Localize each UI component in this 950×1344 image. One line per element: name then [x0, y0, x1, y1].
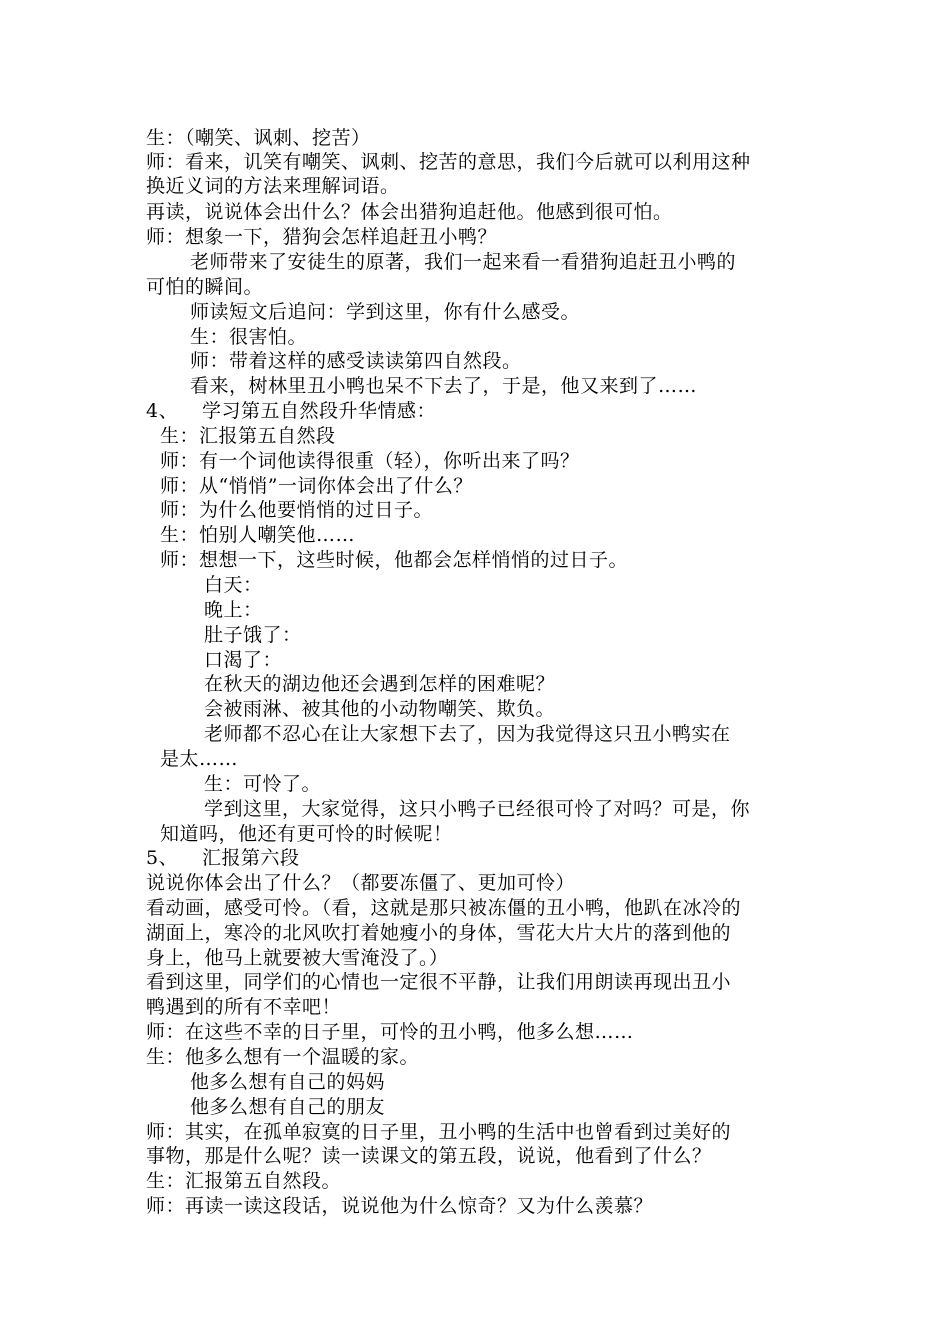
- text-line: 看动画，感受可怜。（看，这就是那只被冻僵的丑小鸭，他趴在冰冷的: [146, 897, 742, 919]
- text-line: 口渴了：: [204, 649, 283, 671]
- list-number: 4、: [146, 400, 179, 422]
- text-line: 可怕的瞬间。: [146, 276, 264, 298]
- text-line: 师：再读一读这段话，说说他为什么惊奇？又为什么羡慕？: [146, 1195, 654, 1217]
- section-heading: 学习第五自然段升华情感：: [202, 400, 437, 422]
- text-line: 老师都不忍心在让大家想下去了，因为我觉得这只丑小鸭实在: [204, 723, 731, 745]
- list-number: 5、: [146, 847, 179, 869]
- text-line: 师：有一个词他读得很重（轻），你听出来了吗？: [160, 450, 580, 472]
- text-line: 白天：: [204, 574, 263, 596]
- text-line: 师：在这些不幸的日子里，可怜的丑小鸭，他多么想……: [146, 1021, 634, 1043]
- text-line: 生：怕别人嘲笑他……: [160, 524, 356, 546]
- text-line: 生：汇报第五自然段: [160, 425, 336, 447]
- text-line: 看到这里，同学们的心情也一定很不平静，让我们用朗读再现出丑小: [146, 971, 732, 993]
- text-line: 学到这里，大家觉得，这只小鸭子已经很可怜了对吗？可是，你: [204, 798, 751, 820]
- text-line: 师：带着这样的感受读读第四自然段。: [190, 350, 522, 372]
- text-line: 生：（嘲笑、讽刺、挖苦）: [146, 127, 371, 149]
- text-line: 师：其实，在孤单寂寞的日子里，丑小鸭的生活中也曾看到过美好的: [146, 1121, 732, 1143]
- text-line: 鸭遇到的所有不幸吧！: [146, 996, 342, 1018]
- text-line: 在秋天的湖边他还会遇到怎样的困难呢？: [204, 673, 556, 695]
- text-line: 他多么想有自己的妈妈: [190, 1071, 386, 1093]
- text-line: 看来，树林里丑小鸭也呆不下去了，于是，他又来到了……: [190, 375, 698, 397]
- text-line: 老师带来了安徒生的原著，我们一起来看一看猎狗追赶丑小鸭的: [190, 251, 737, 273]
- text-line: 师：看来，讥笑有嘲笑、讽刺、挖苦的意思，我们今后就可以利用这种: [146, 151, 751, 173]
- text-line: 师：为什么他要悄悄的过日子。: [160, 499, 434, 521]
- text-line: 晚上：: [204, 599, 263, 621]
- text-line: 生：可怜了。: [204, 773, 322, 795]
- text-line: 他多么想有自己的朋友: [190, 1096, 386, 1118]
- text-line: 换近义词的方法来理解词语。: [146, 175, 400, 197]
- text-line: 生：汇报第五自然段。: [146, 1170, 342, 1192]
- text-line: 师读短文后追问：学到这里，你有什么感受。: [190, 301, 581, 323]
- text-line: 师：想想一下，这些时候，他都会怎样悄悄的过日子。: [160, 549, 629, 571]
- text-line: 生：他多么想有一个温暖的家。: [146, 1046, 420, 1068]
- text-line: 湖面上，寒冷的北风吹打着她瘦小的身体，雪花大片大片的落到他的: [146, 922, 732, 944]
- text-line: 事物，那是什么呢？读一读课文的第五段，说说，他看到了什么？: [146, 1145, 712, 1167]
- section-heading: 汇报第六段: [202, 847, 300, 869]
- text-line: 师：想象一下，猎狗会怎样追赶丑小鸭？: [146, 226, 498, 248]
- text-line: 生：很害怕。: [190, 326, 308, 348]
- text-line: 肚子饿了：: [204, 624, 302, 646]
- text-line: 身上，他马上就要被大雪淹没了。）: [146, 947, 449, 969]
- text-line: 再读，说说体会出什么？体会出猎狗追赶他。他感到很可怕。: [146, 201, 673, 223]
- text-line: 是太……: [160, 748, 239, 770]
- text-line: 会被雨淋、被其他的小动物嘲笑、欺负。: [204, 698, 556, 720]
- text-line: 知道吗，他还有更可怜的时候呢！: [160, 823, 453, 845]
- text-line: 说说你体会出了什么？（都要冻僵了、更加可怜）: [146, 872, 576, 894]
- text-line: 师：从“悄悄”一词你体会出了什么？: [160, 475, 473, 497]
